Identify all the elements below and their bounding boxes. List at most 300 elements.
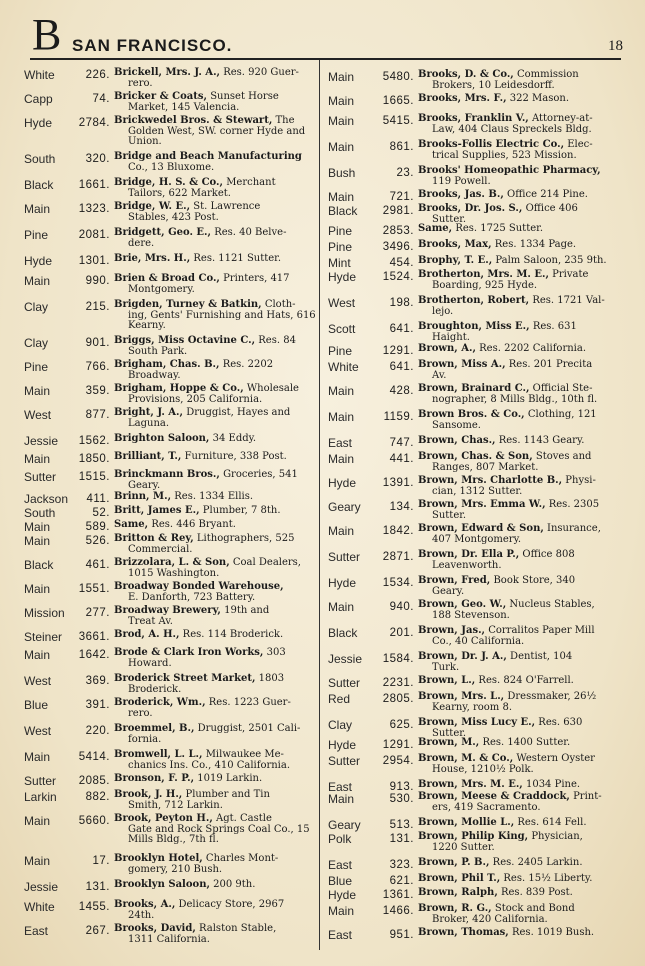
directory-entry — [24, 750, 316, 771]
listing-continuation: House, 1210½ Polk. — [432, 763, 534, 775]
directory-entry — [328, 384, 622, 405]
listing-continuation: Golden West, SW. corner Hyde and Union. — [128, 125, 306, 147]
listing-name: Brooks, Franklin V., — [418, 113, 529, 124]
listing-detail: Charles Mont- — [205, 853, 279, 864]
listing-continuation: Co., 40 California. — [432, 635, 525, 647]
listing-name: Brod, A. H., — [114, 629, 180, 640]
listing-continuation: Broadway. — [128, 369, 181, 381]
exchange-name: South — [24, 506, 56, 520]
listing-continuation: 188 Stevenson. — [432, 609, 510, 621]
listing-text — [114, 68, 316, 89]
directory-entry — [24, 178, 316, 199]
listing-continuation: rero. — [128, 707, 153, 719]
directory-entry — [24, 698, 316, 719]
exchange-name: Main — [24, 202, 51, 216]
phone-number: 201. — [389, 627, 414, 639]
listing-name: Briggs, Miss Octavine C., — [114, 335, 256, 346]
phone-number: 52. — [92, 507, 110, 519]
directory-entry — [24, 724, 316, 745]
listing-detail: Ralston Stable, — [199, 923, 277, 934]
phone-number: 2954. — [382, 755, 414, 767]
directory-entry — [24, 274, 316, 295]
listing-detail: 322 Mason. — [509, 93, 570, 104]
listing-continuation: Kearny, room 8. — [432, 701, 513, 713]
directory-entry — [328, 888, 622, 901]
listing-name: Brown, Chas., — [418, 435, 496, 446]
listing-detail: Res. 920 Guer- — [223, 67, 299, 78]
listing-detail: Delicacy Store, 2967 — [178, 899, 285, 910]
listing-name: Brooks' Homeopathic Pharmacy, — [418, 165, 601, 176]
listing-name: Brooks, Jas. B., — [418, 189, 504, 200]
phone-number: 23. — [396, 167, 414, 179]
directory-entry — [328, 270, 622, 291]
listing-continuation: rero. — [128, 77, 153, 89]
listing-detail: Plumber and Tin — [185, 789, 270, 800]
phone-number: 5660. — [78, 815, 110, 827]
directory-entry — [328, 576, 622, 597]
listing-detail: 1803 — [258, 673, 285, 684]
directory-entry — [328, 204, 622, 225]
listing-continuation: Smith, 712 Larkin. — [128, 799, 223, 811]
listing-detail: Res. 1223 Guer- — [208, 697, 291, 708]
listing-detail: Res. 839 Post. — [500, 887, 573, 898]
listing-text — [418, 928, 622, 941]
directory-entry — [328, 296, 622, 317]
listing-detail: Official Ste- — [532, 383, 593, 394]
phone-number: 641. — [389, 361, 414, 373]
listing-text — [418, 360, 622, 381]
listing-text — [418, 322, 622, 343]
listing-text — [114, 648, 316, 669]
section-letter: B — [32, 10, 62, 59]
exchange-name: West — [328, 296, 356, 310]
phone-number: 1661. — [78, 179, 110, 191]
directory-entry — [328, 676, 622, 689]
listing-name: Same, — [418, 223, 453, 234]
directory-entry — [24, 408, 316, 429]
phone-number: 3496. — [382, 241, 414, 253]
listing-detail: Printers, 417 — [223, 273, 290, 284]
phone-number: 369. — [85, 675, 110, 687]
listing-text — [114, 434, 316, 447]
listing-text — [418, 190, 622, 203]
exchange-name: Bush — [328, 166, 356, 180]
listing-name: Brown, Meese & Craddock, — [418, 791, 570, 802]
phone-number: 1301. — [78, 255, 110, 267]
listing-name: Same, — [114, 519, 149, 530]
listing-text — [418, 874, 622, 887]
listing-continuation: Leavenworth. — [432, 559, 502, 571]
listing-continuation: Broker, 420 California. — [432, 913, 548, 925]
phone-number: 621. — [389, 875, 414, 887]
listing-detail: Res. 630 — [538, 717, 583, 728]
directory-entry — [328, 344, 622, 357]
listing-detail: Sunset Horse — [210, 91, 279, 102]
listing-text — [418, 858, 622, 871]
listing-detail: Res. 2405 Larkin. — [492, 857, 583, 868]
exchange-name: East — [328, 928, 353, 942]
directory-entry — [24, 880, 316, 893]
listing-name: Brown, Mollie L., — [418, 817, 515, 828]
exchange-name: Main — [328, 452, 355, 466]
phone-number: 641. — [389, 323, 414, 335]
listing-text — [418, 718, 622, 739]
phone-number: 2081. — [78, 229, 110, 241]
listing-continuation: 407 Montgomery. — [432, 533, 522, 545]
listing-detail: Res. 1721 Val- — [532, 295, 605, 306]
phone-number: 17. — [92, 855, 110, 867]
listing-detail: Attorney-at- — [531, 113, 593, 124]
exchange-name: Black — [24, 178, 54, 192]
phone-number: 2871. — [382, 551, 414, 563]
listing-text — [114, 92, 316, 113]
listing-name: Brown, Brainard C., — [418, 383, 530, 394]
directory-entry — [24, 300, 316, 332]
listing-name: Brigham, Chas. B., — [114, 359, 220, 370]
exchange-name: Black — [328, 204, 358, 218]
listing-name: Brown, Jas., — [418, 625, 486, 636]
listing-name: Brooks, Dr. Jos. S., — [418, 203, 523, 214]
exchange-name: East — [328, 780, 353, 794]
directory-entry — [328, 718, 622, 739]
listing-detail: Lithographers, 525 — [196, 533, 295, 544]
exchange-name: Sutter — [328, 754, 361, 768]
listing-text — [418, 832, 622, 853]
listing-continuation: Sansome. — [432, 419, 481, 431]
phone-number: 2805. — [382, 693, 414, 705]
listing-text — [114, 582, 316, 603]
listing-text — [418, 524, 622, 545]
listing-text — [418, 452, 622, 473]
listing-name: Broughton, Miss E., — [418, 321, 530, 332]
listing-name: Brigham, Hoppe & Co., — [114, 383, 244, 394]
listing-detail: Milwaukee Me- — [205, 749, 284, 760]
exchange-name: Geary — [328, 818, 361, 832]
listing-text — [114, 774, 316, 787]
listing-name: Brown, Fred, — [418, 575, 491, 586]
listing-text — [418, 270, 622, 291]
listing-detail: Cloth- — [264, 299, 296, 310]
listing-name: Brinn, M., — [114, 491, 172, 502]
phone-number: 411. — [86, 493, 110, 505]
listing-name: Brooks, A., — [114, 899, 176, 910]
exchange-name: Jessie — [328, 652, 363, 666]
phone-number: 1534. — [382, 577, 414, 589]
phone-number: 990. — [85, 275, 110, 287]
exchange-name: South — [24, 152, 56, 166]
listing-detail: Res. 2202 California. — [479, 343, 587, 354]
phone-number: 226. — [85, 69, 110, 81]
listing-detail: Print- — [573, 791, 602, 802]
directory-entry — [328, 94, 622, 107]
exchange-name: Polk — [328, 832, 352, 846]
listing-text — [418, 818, 622, 831]
directory-entry — [328, 818, 622, 831]
directory-entry — [328, 452, 622, 473]
directory-entry — [328, 500, 622, 521]
listing-name: Bridgett, Geo. E., — [114, 227, 212, 238]
exchange-name: East — [328, 858, 353, 872]
phone-number: 1584. — [382, 653, 414, 665]
listing-detail: 303 — [266, 647, 286, 658]
exchange-name: Jessie — [24, 880, 59, 894]
exchange-name: Blue — [24, 698, 49, 712]
listing-detail: Res. 614 Fell. — [517, 817, 587, 828]
phone-number: 1466. — [382, 905, 414, 917]
header-rule — [30, 58, 621, 60]
phone-number: 2231. — [382, 677, 414, 689]
listing-name: Brown, Mrs. Charlotte B., — [418, 475, 563, 486]
listing-continuation: Turk. — [432, 661, 460, 673]
phone-number: 861. — [389, 141, 414, 153]
listing-continuation: ers, 419 Sacramento. — [432, 801, 541, 813]
exchange-name: Hyde — [328, 476, 357, 490]
listing-detail: The — [275, 115, 295, 126]
phone-number: 134. — [389, 501, 414, 513]
directory-entry — [328, 904, 622, 925]
listing-continuation: lejo. — [432, 305, 454, 317]
listing-continuation: Laguna. — [128, 417, 170, 429]
listing-detail: Palm Saloon, 235 9th. — [495, 255, 607, 266]
phone-number: 1551. — [78, 583, 110, 595]
listing-continuation: Av. — [432, 369, 447, 381]
phone-number: 267. — [85, 925, 110, 937]
listing-text — [114, 384, 316, 405]
directory-entry — [328, 224, 622, 237]
exchange-name: Clay — [328, 718, 353, 732]
exchange-name: Blue — [328, 874, 353, 888]
listing-detail: Corralitos Paper Mill — [488, 625, 595, 636]
phone-number: 766. — [85, 361, 110, 373]
listing-detail: Res. 1143 Geary. — [498, 435, 585, 446]
listing-continuation: dere. — [128, 237, 155, 249]
listing-name: Brooklyn Hotel, — [114, 853, 203, 864]
listing-continuation: trical Supplies, 523 Mission. — [432, 149, 577, 161]
listing-name: Broadway Brewery, — [114, 605, 221, 616]
listing-text — [114, 606, 316, 627]
listing-continuation: Sutter. — [432, 727, 467, 739]
listing-name: Brooks-Follis Electric Co., — [418, 139, 565, 150]
listing-detail: Furniture, 338 Post. — [184, 451, 287, 462]
phone-number: 721. — [389, 191, 414, 203]
directory-entry — [24, 630, 316, 643]
listing-detail: 200 9th. — [213, 879, 256, 890]
listing-name: Bright, J. A., — [114, 407, 184, 418]
exchange-name: Main — [328, 524, 355, 538]
exchange-name: Hyde — [24, 254, 53, 268]
exchange-name: Capp — [24, 92, 53, 106]
exchange-name: Main — [328, 190, 355, 204]
listing-text — [418, 384, 622, 405]
phone-number: 747. — [389, 437, 414, 449]
exchange-name: Geary — [328, 500, 361, 514]
phone-number: 74. — [92, 93, 110, 105]
listing-text — [418, 436, 622, 449]
exchange-name: Jessie — [24, 434, 59, 448]
exchange-name: Main — [328, 792, 355, 806]
listing-name: Brown, Thomas, — [418, 927, 509, 938]
exchange-name: Steiner — [24, 630, 63, 644]
phone-number: 131. — [389, 833, 414, 845]
listing-continuation: Haight. — [432, 331, 470, 343]
exchange-name: Pine — [24, 228, 49, 242]
listing-text — [114, 452, 316, 465]
listing-name: Brizzolara, L. & Son, — [114, 557, 230, 568]
listing-detail: Res. 84 — [258, 335, 296, 346]
listing-continuation: 119 Powell. — [432, 175, 491, 187]
listing-detail: Res. 114 Broderick. — [182, 629, 284, 640]
listing-text — [418, 114, 622, 135]
directory-entry — [328, 240, 622, 253]
exchange-name: Pine — [328, 240, 353, 254]
listing-name: Brook, Peyton H., — [114, 813, 213, 824]
phone-number: 877. — [85, 409, 110, 421]
exchange-name: Pine — [328, 344, 353, 358]
exchange-name: Sutter — [328, 676, 361, 690]
listing-name: Broemmel, B., — [114, 723, 195, 734]
directory-entry — [328, 114, 622, 135]
listing-name: Brown, Miss A., — [418, 359, 506, 370]
exchange-name: White — [328, 360, 359, 374]
phone-number: 320. — [85, 153, 110, 165]
directory-entry — [328, 322, 622, 343]
exchange-name: West — [24, 408, 52, 422]
listing-continuation: Brokers, 10 Leidesdorff. — [432, 79, 555, 91]
exchange-name: Main — [24, 384, 51, 398]
exchange-name: Scott — [328, 322, 356, 336]
directory-entry — [24, 582, 316, 603]
phone-number: 5414. — [78, 751, 110, 763]
listing-name: Brotherton, Mrs. M. E., — [418, 269, 549, 280]
listing-detail: Wholesale — [246, 383, 299, 394]
listing-detail: Elec- — [567, 139, 593, 150]
phone-number: 215. — [85, 301, 110, 313]
phone-number: 1665. — [382, 95, 414, 107]
phone-number: 2085. — [78, 775, 110, 787]
listing-continuation: gomery, 210 Bush. — [128, 863, 223, 875]
listing-detail: 1019 Larkin. — [197, 773, 263, 784]
listing-name: Britton & Rey, — [114, 533, 194, 544]
directory-entry — [328, 410, 622, 431]
listing-continuation: fornia. — [128, 733, 162, 745]
listing-name: Broadway Bonded Warehouse, — [114, 581, 284, 592]
exchange-name: Main — [24, 750, 51, 764]
listing-detail: Stoves and — [535, 451, 592, 462]
listing-continuation: Sutter. — [432, 213, 467, 225]
directory-entry — [24, 506, 316, 519]
listing-continuation: Co., 13 Bluxome. — [128, 161, 215, 173]
phone-number: 131. — [85, 881, 110, 893]
directory-entry — [24, 116, 316, 148]
listing-text — [114, 814, 316, 846]
directory-entry — [24, 900, 316, 921]
exchange-name: Main — [24, 274, 51, 288]
listing-text — [114, 152, 316, 173]
directory-entry — [24, 336, 316, 357]
directory-entry — [24, 152, 316, 173]
directory-entry — [24, 854, 316, 875]
listing-name: Brown Bros. & Co., — [418, 409, 525, 420]
listing-detail: Clothing, 121 — [527, 409, 597, 420]
exchange-name: Mint — [328, 256, 351, 270]
directory-entry — [24, 534, 316, 555]
directory-entry — [328, 256, 622, 269]
listing-text — [418, 204, 622, 225]
directory-entry — [24, 492, 316, 505]
listing-continuation: Geary. — [128, 479, 161, 491]
listing-name: Brien & Broad Co., — [114, 273, 220, 284]
directory-entry — [328, 832, 622, 853]
exchange-name: Sutter — [24, 774, 57, 788]
listing-continuation: Sutter. — [432, 509, 467, 521]
listing-name: Bronson, F. P., — [114, 773, 195, 784]
listing-name: Brown, Phil T., — [418, 873, 501, 884]
directory-entry — [24, 384, 316, 405]
listing-continuation: cian, 1312 Sutter. — [432, 485, 523, 497]
listing-text — [418, 410, 622, 431]
listing-continuation: Geary. — [432, 585, 465, 597]
listing-detail: Book Store, 340 — [493, 575, 576, 586]
listing-name: Brode & Clark Iron Works, — [114, 647, 264, 658]
exchange-name: Larkin — [24, 790, 57, 804]
phone-number: 198. — [389, 297, 414, 309]
listing-name: Brooks, Mrs. F., — [418, 93, 507, 104]
listing-name: Brown, Dr. Ella P., — [418, 549, 520, 560]
listing-text — [418, 224, 622, 237]
listing-name: Brown, Dr. J. A., — [418, 651, 507, 662]
listing-name: Brotherton, Robert, — [418, 295, 530, 306]
listing-detail: Western Oyster — [516, 753, 595, 764]
listing-name: Brown, R. G., — [418, 903, 492, 914]
listing-text — [114, 336, 316, 357]
listing-name: Brie, Mrs. H., — [114, 253, 191, 264]
listing-text — [114, 492, 316, 505]
directory-entry — [24, 924, 316, 945]
directory-entry — [328, 626, 622, 647]
listing-name: Broderick Street Market, — [114, 673, 256, 684]
exchange-name: Red — [328, 692, 351, 706]
listing-text — [418, 600, 622, 621]
phone-number: 1361. — [382, 889, 414, 901]
listing-text — [418, 738, 622, 751]
exchange-name: Main — [328, 600, 355, 614]
listing-detail: Office 808 — [522, 549, 575, 560]
exchange-name: Main — [24, 452, 51, 466]
directory-entry — [24, 228, 316, 249]
listing-detail: Druggist, Hayes and — [186, 407, 291, 418]
listing-continuation: 1220 Sutter. — [432, 841, 495, 853]
listing-text — [114, 506, 316, 519]
phone-number: 513. — [389, 819, 414, 831]
phone-number: 913. — [389, 781, 414, 793]
city-heading: SAN FRANCISCO. — [72, 36, 233, 55]
listing-name: Brickwedel Bros. & Stewart, — [114, 115, 273, 126]
exchange-name: Main — [328, 140, 355, 154]
listing-name: Brigden, Turney & Batkin, — [114, 299, 262, 310]
listing-text — [418, 888, 622, 901]
phone-number: 940. — [389, 601, 414, 613]
page-header — [30, 10, 623, 60]
directory-entry — [328, 166, 622, 187]
directory-entry — [328, 652, 622, 673]
listing-text — [418, 550, 622, 571]
listing-detail: Res. 631 — [532, 321, 577, 332]
directory-entry — [328, 476, 622, 497]
exchange-name: Main — [24, 534, 51, 548]
page-number: 18 — [608, 38, 623, 54]
listing-text — [114, 790, 316, 811]
directory-entry — [24, 774, 316, 787]
